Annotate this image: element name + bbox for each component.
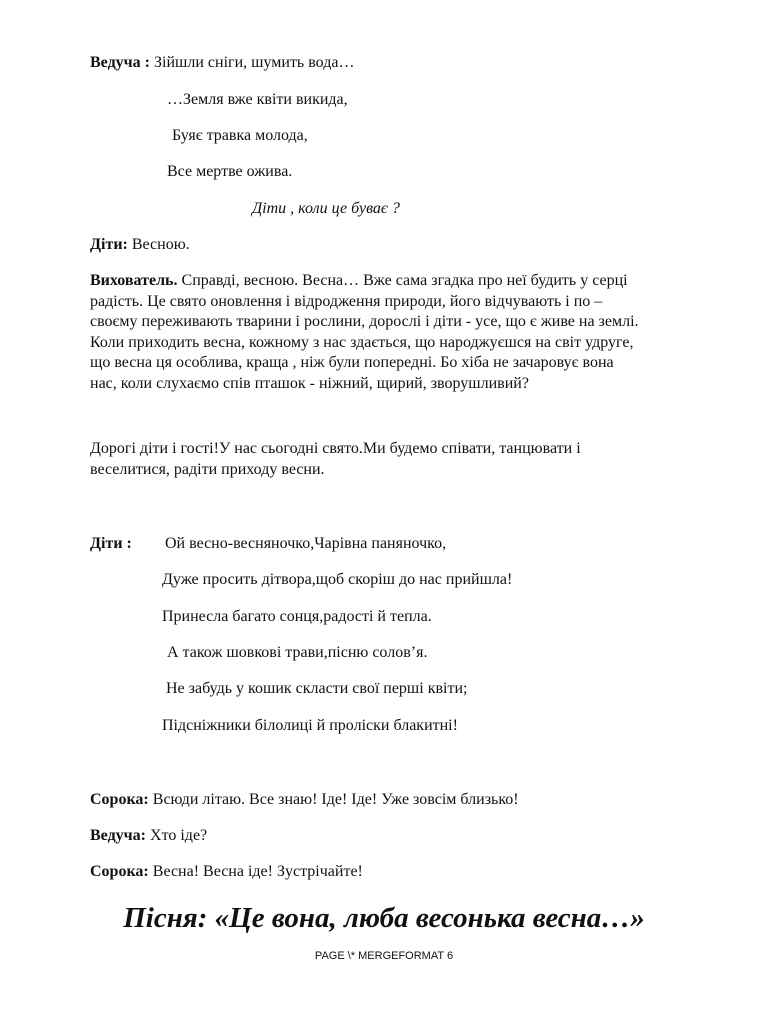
poem-line6: Підсніжники білолиці й проліски блакитні! — [162, 717, 458, 734]
verse1-line4: Все мертве ожива. — [167, 163, 293, 180]
magpie-line1 — [90, 790, 519, 810]
page-footer: PAGE \* MERGEFORMAT 6 — [314, 950, 454, 962]
verse1-line2: …Земля вже квіти викида, — [167, 91, 348, 108]
speaker-label: Сорока: — [90, 791, 149, 808]
greeting-paragraph — [90, 439, 715, 480]
speaker-label: Ведуча : — [90, 54, 151, 71]
educator-line: Коли приходить весна, кожному з нас здається, що народжуєшся на світ удруге, — [90, 333, 634, 351]
verse1-question: Діти , коли це буває ? — [252, 200, 400, 217]
greeting-line: веселитися, радіти приходу весни. — [90, 460, 325, 478]
magpie-line2 — [90, 862, 363, 882]
magpie-text: Всюди літаю. Все знаю! Іде! Іде! Уже зовсім близько! — [148, 791, 519, 808]
educator-line: радість. Це свято оновлення і відродження природи, його відчувають і по – — [90, 292, 603, 310]
speaker-label: Діти : — [90, 535, 132, 552]
host-line — [90, 826, 207, 846]
educator-paragraph — [90, 271, 715, 394]
answer-text: Весною. — [127, 236, 190, 253]
verse1-text: Зійшли сніги, шумить вода… — [150, 54, 355, 71]
verse1-line1 — [90, 53, 354, 73]
educator-line: своєму переживають тварини і рослини, дорослі і діти - усе, що є живе на землі. — [90, 313, 639, 330]
host-text: Хто іде? — [146, 827, 208, 844]
poem-line3: Принесла багато сонця,радості й тепла. — [162, 608, 432, 625]
poem-line2: Дуже просить дітвора,щоб скоріш до нас прийшла! — [162, 571, 513, 588]
poem-line5: Не забудь у кошик скласти свої перші квіти; — [166, 680, 468, 697]
song-title: Пісня: «Це вона, люба весонька весна…» — [123, 902, 645, 934]
greeting-line: Дорогі діти і гості!У нас сьогодні свято.Ми будемо співати, танцювати і — [90, 440, 581, 457]
poem-line4: А також шовкові трави,пісню солов’я. — [167, 644, 428, 661]
educator-line: Вихователь. Справді, весною. Весна… Вже сама згадка про неї будить у серці — [90, 272, 628, 289]
speaker-label: Вихователь. — [90, 272, 178, 289]
verse1-line3: Буяє травка молода, — [172, 127, 308, 144]
educator-line: нас, коли слухаємо спів пташок - ніжний, щирий, зворушливий? — [90, 374, 529, 392]
magpie-text: Весна! Весна іде! Зустрічайте! — [148, 863, 363, 880]
speaker-label: Сорока: — [90, 863, 149, 880]
educator-line: що весна ця особлива, краща , ніж були попередні. Бо хіба не зачаровує вона — [90, 354, 614, 371]
answer-line — [90, 235, 190, 255]
poem-line1: Ой весно-весняночко,Чарівна паняночко, — [165, 535, 447, 552]
speaker-label: Діти: — [90, 236, 128, 253]
speaker-label: Ведуча: — [90, 827, 147, 844]
